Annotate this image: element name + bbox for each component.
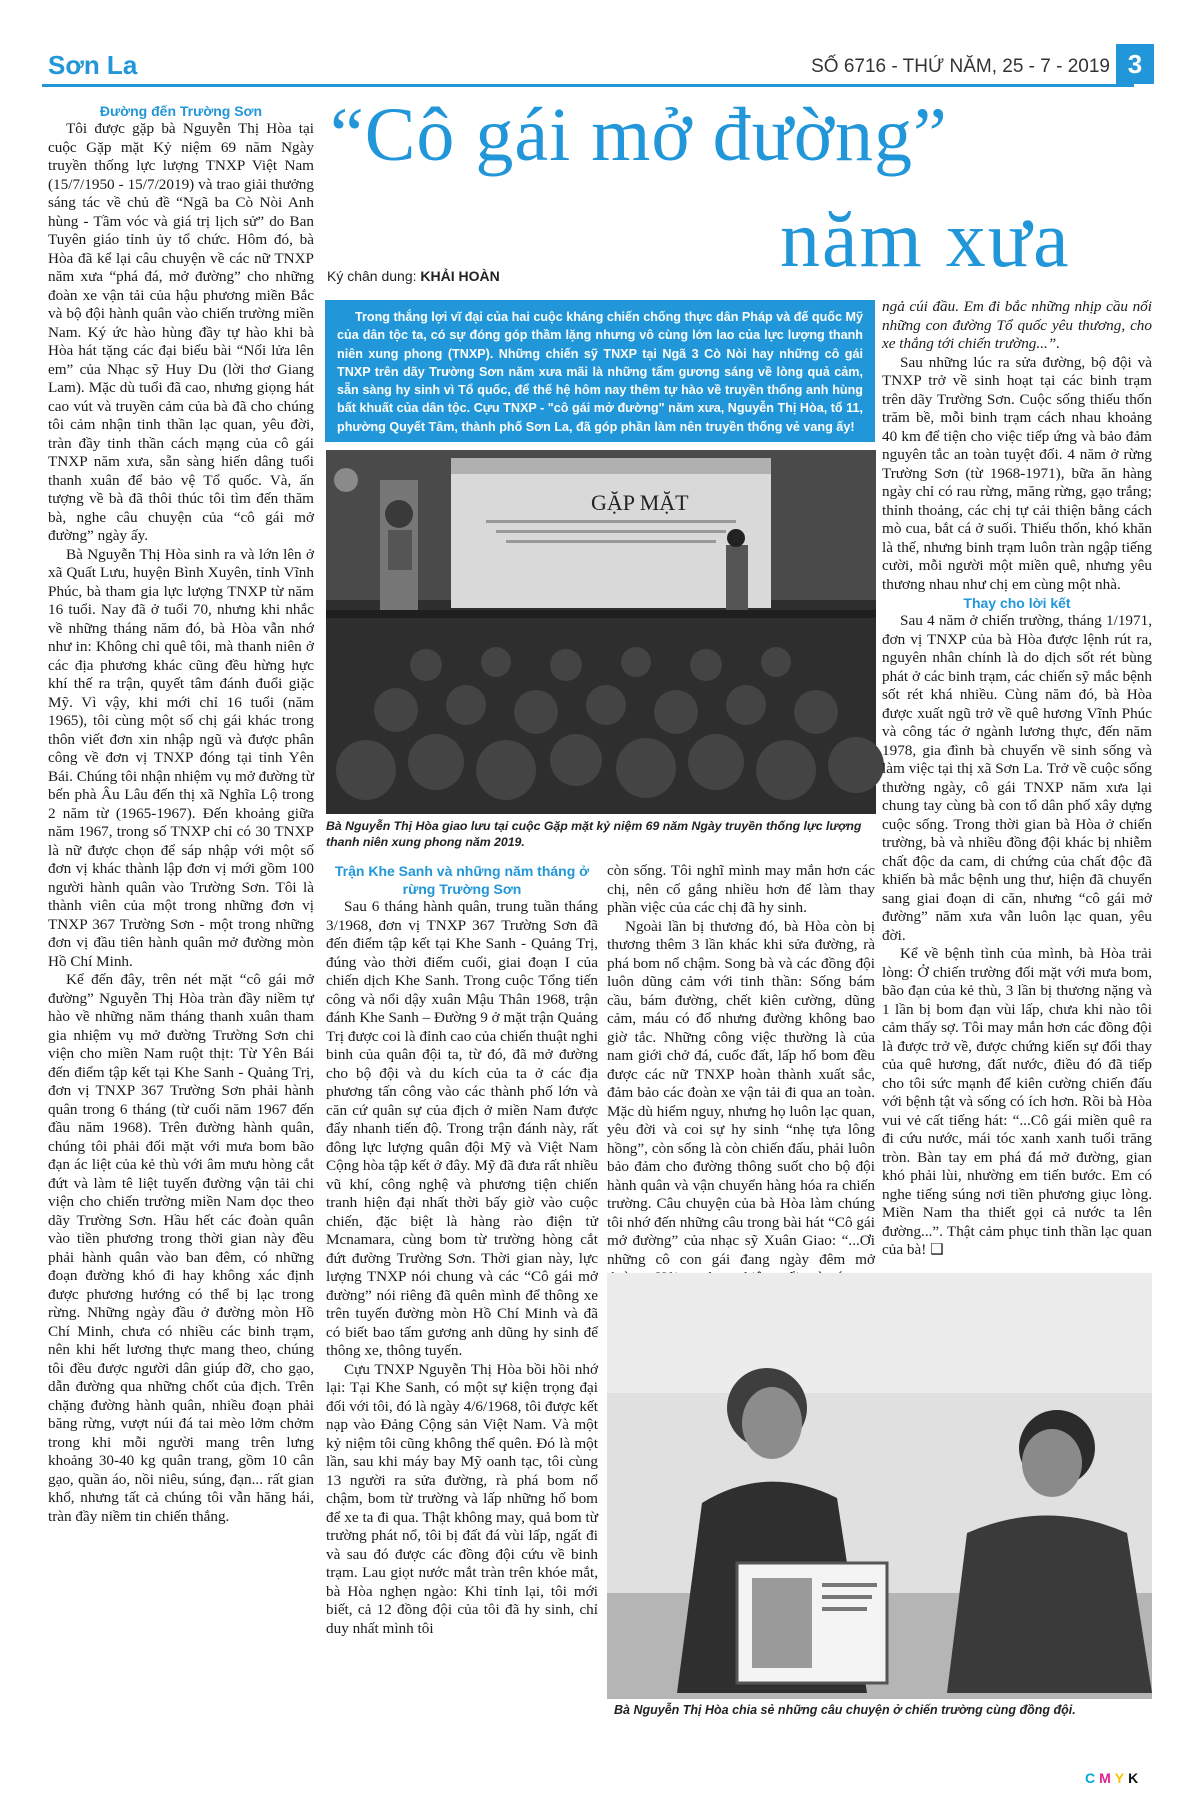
cmyk-y: Y bbox=[1114, 1770, 1129, 1786]
paragraph: Sau 4 năm ở chiến trường, tháng 1/1971, đơn vị TNXP của bà Hòa được lệnh rút ra, nguyên nhân chính là do dịch sốt rét bùng phát ở các binh trạm, các chiến sỹ mắc bệnh sốt rét khá nhiều. Cùng năm đó, bà Hòa được xuất ngũ trở về quê hương Vĩnh Phúc và công tác ở ngành lương thực, đến năm 1978, gia đình bà chuyển về sinh sống và làm việc tại thị xã Sơn La. Trở về cuộc sống thường ngày, cô gái TNXP năm xưa lại chung tay cùng bà con tổ dân phố xây dựng cuộc sống. Trong thời gian bà Hòa ở chiến trường, bà và nhiều đồng đội khác bị nhiễm chất độc da cam, di chứng của chất độc đã khiến bà mắc bệnh ung thư, hiện đã chuyển sang giai đoạn di căn, nhưng “cô gái mở đường” năm xưa vẫn luôn lạc quan, yêu đời. bbox=[882, 612, 1152, 944]
cmyk-mark bbox=[1085, 1770, 1142, 1786]
header-rule bbox=[42, 84, 1134, 87]
paragraph: còn sống. Tôi nghĩ mình may mắn hơn các chị, nên cố gắng nhiều hơn để làm thay phần việc của các chị đã hy sinh. bbox=[607, 862, 875, 916]
banner-title: GẶP MẶT bbox=[591, 490, 689, 515]
photo-caption-2: Bà Nguyễn Thị Hòa chia sẻ những câu chuyện ở chiến trường cùng đồng đội. bbox=[614, 1703, 1076, 1717]
column-1 bbox=[48, 102, 314, 1702]
paragraph: ngả cúi đầu. Em đi bắc những nhịp cầu nối những con đường Tổ quốc yêu thương, cho xe thắng tới chiến trường...”. bbox=[882, 298, 1152, 352]
paragraph: Cựu TNXP Nguyễn Thị Hòa bồi hồi nhớ lại: Tại Khe Sanh, có một sự kiện trọng đại đối với tôi, đó là ngày 4/6/1968, tôi được kết nạp vào Đảng Cộng sản Việt Nam. Và một kỷ niệm tôi cũng không thể quên. Đó là một lần, sau khi máy bay Mỹ oanh tạc, tôi cùng 13 người ra sửa đường, rà phá bom nổ chậm, bom từ trường và lấp những hố bom để xe ta đi qua. Thật không may, quả bom từ trường phát nổ, tôi bị đất đá vùi lấp, ngất đi và sau đó được các đồng đội cứu về binh trạm. Lau giọt nước mắt tràn trên khóe mắt, bà Hòa nghẹn ngào: Khi tỉnh lại, tôi mới biết, cả 12 đồng đội của tôi đã hy sinh, chỉ duy nhất mình tôi bbox=[326, 1360, 598, 1637]
cmyk-m: M bbox=[1099, 1770, 1115, 1786]
event-photo bbox=[326, 450, 876, 814]
subhead-thay-cho-loi-ket: Thay cho lời kết bbox=[963, 595, 1071, 611]
paragraph: Sau những lúc ra sửa đường, bộ đội và TNXP trở về sinh hoạt tại các binh trạm trên dãy Trường Sơn. Cuộc sống thiếu thốn trăm bề, mỗi binh trạm cách nhau khoảng 40 km để tiện cho việc tiếp ứng và bảo đảm nguyên tắc an toàn tuyệt đối. 4 năm ở rừng Trường Sơn (từ 1968-1971), bữa ăn hàng ngày chỉ có rau rừng, măng rừng, gạo trắng; thỉnh thoảng, các chị tự cải thiện bằng cách mò cua, bắt cá ở suối. Thiếu thốn, khó khăn là thế, nhưng binh trạm luôn tràn ngập tiếng cười, mỗi người một miền quê, nhưng yêu thương nhau như chị em cùng một nhà. bbox=[882, 353, 1152, 593]
veterans-photo bbox=[607, 1273, 1152, 1699]
byline-prefix: Ký chân dung: bbox=[327, 268, 417, 284]
cmyk-c: C bbox=[1085, 1770, 1100, 1786]
subhead-duong-den-truong-son: Đường đến Trường Sơn bbox=[99, 103, 263, 119]
subhead-khe-sanh: Trận Khe Sanh và những năm tháng ở rừng Trường Sơn bbox=[334, 863, 590, 897]
page-number: 3 bbox=[1116, 44, 1154, 84]
paragraph: Sau 6 tháng hành quân, trung tuần tháng 3/1968, đơn vị TNXP 367 Trường Sơn đã đến điểm tập kết tại Khe Sanh - Quảng Trị, đúng vào thời điểm cuối, giai đoạn I của chiến dịch Khe Sanh. Trong cuộc Tổng tiến công và nổi dậy xuân Mậu Thân 1968, trận đánh Khe Sanh – Đường 9 ở mặt trận Quảng Trị được coi là đỉnh cao của chiến thuật nghi binh của quân đội ta, từ đó, đã mở đường cho bộ đội và du kích của ta ở các địa phương tấn công vào các thành phố lớn và căn cứ quân sự của địch ở miền Nam được đẩy nhanh tiến độ. Trong trận đánh này, rất đông lực lượng quân đội Mỹ và Việt Nam Cộng hòa tập kết ở đây. Mỹ đã đưa rất nhiều vũ khí, công nghệ và phương tiện chiến tranh hiện đại nhất thời bấy giờ vào cuộc chiến, đặc biệt là hàng rào điện tử Mcnamara, cùng bom từ trường hòng cắt đứt đường Trường Sơn. Thời gian này, lực lượng TNXP nói chung và các “Cô gái mở đường” nói riêng đã quên mình để thông xe trên tuyến đường mòn Hồ Chí Minh và đã có biết bao tấm gương anh dũng hy sinh để thông xe, thông tuyến. bbox=[326, 898, 598, 1359]
photo-caption-1: Bà Nguyễn Thị Hòa giao lưu tại cuộc Gặp mặt kỷ niệm 69 năm Ngày truyền thống lực lượng thanh niên xung phong năm 2019. bbox=[326, 819, 862, 849]
byline bbox=[327, 268, 500, 284]
headline-line-1: “Cô gái mở đường” bbox=[330, 93, 948, 177]
end-mark: ❑ bbox=[930, 1241, 944, 1258]
column-4 bbox=[882, 298, 1152, 1298]
paragraph: Bà Nguyễn Thị Hòa sinh ra và lớn lên ở xã Quất Lưu, huyện Bình Xuyên, tỉnh Vĩnh Phúc, bà tham gia lực lượng TNXP từ năm 16 tuổi. Nay đã ở tuổi 70, nhưng khi nhắc về những tháng năm đó, bà Hòa vẫn nhớ như in: Không chỉ quê tôi, mà thanh niên ở các địa phương khác cũng đều hừng hực khí thế ra trận, quyết tâm đánh đuổi giặc Mỹ. Vì vậy, khi mới chỉ 16 tuổi (năm 1965), tôi cùng một số chị gái khác trong thôn viết đơn xin nhập ngũ và được phân công về đơn vị TNXP đóng tại tỉnh Yên Bái. Chúng tôi nhận nhiệm vụ mở đường từ bến phà Âu Lâu đến thị xã Nghĩa Lộ trong 2 năm từ (1965-1967). Đến khoảng giữa năm 1967, trong số TNXP chỉ có 30 TNXP là nữ được chọn để sáp nhập với một số đơn vị khác thành lập đơn vị mới gồm 100 người hành quân vào Trường Sơn. Tôi là thành viên của một trong những đơn vị TNXP 367 Trường Sơn - một trong những đơn vị đầu tiên hành quân mở đường mòn Hồ Chí Minh. bbox=[48, 545, 314, 970]
paragraph: Kể đến đây, trên nét mặt “cô gái mở đường” Nguyễn Thị Hòa tràn đầy niềm tự hào về những năm tháng thanh xuân tham gia nhiệm vụ mở đường Trường Sơn chi viện cho miền Nam ruột thịt: Từ Yên Bái đến điểm tập kết tại Khe Sanh - Quảng Trị, đơn vị TNXP 367 Trường Sơn phải hành quân trong 6 tháng (từ cuối năm 1967 đến đầu năm 1968). Trên đường hành quân, chúng tôi phải đối mặt với mưa bom bão đạn ác liệt của kẻ thù với âm mưu hòng cắt đứt và làm tê liệt tuyến đường vận tải chi viện cho chiến trường miền Nam dọc theo dãy Trường Sơn. Hầu hết các đoàn quân vào tiền phương trong thời gian này đều phải hành quân vào ban đêm, có những đoạn đường khó đi hay không xác định được phương hướng có thể bị lạc trong rừng. Những ngày đầu ở đường mòn Hồ Chí Minh, chưa có nhiều các binh trạm, nên khi hết lương thực mang theo, chúng tôi đều được người dân giúp đỡ, cho gạo, dẫn đường qua những chốt của địch. Trên chặng đường hành quân, nhiều đoạn phải băng rừng, vượt núi đá tai mèo lởm chởm trong khi mỗi người mang trên lưng khoảng 30-40 kg quân trang, gồm 10 cân gạo, quần áo, nồi niêu, súng, đạn... rất gian khổ, nhưng tất cả chúng tôi vẫn hăng hái, tràn đầy niềm tin chiến thắng. bbox=[48, 971, 314, 1525]
intro-box: Trong thắng lợi vĩ đại của hai cuộc kháng chiến chống thực dân Pháp và đế quốc Mỹ của dân tộc ta, có sự đóng góp thầm lặng nhưng vô cùng lớn lao của lực lượng thanh niên xung phong (TNXP). Những chiến sỹ TNXP tại Ngã 3 Cò Nòi hay những cô gái TNXP trên dãy Trường Sơn năm xưa mãi là những tấm gương sáng về lòng quả cảm, sẵn sàng hy sinh vì Tổ quốc, để thế hệ hôm nay thêm tự hào về truyền thống anh hùng bất khuất của dân tộc. Cựu TNXP - "cô gái mở đường" năm xưa, Nguyễn Thị Hòa, tổ 11, phường Quyết Tâm, thành phố Sơn La, đã góp phần làm nên truyền thống vẻ vang ấy! bbox=[325, 300, 875, 442]
paragraph: Tôi được gặp bà Nguyễn Thị Hòa tại cuộc Gặp mặt Kỷ niệm 69 năm Ngày truyền thống lực lượng TNXP Việt Nam (15/7/1950 - 15/7/2019) và trao giải thưởng sáng tác về chủ đề “Ngã ba Cò Nòi Anh hùng - Tầm vóc và giá trị lịch sử” do Ban Tuyên giáo tỉnh ủy tổ chức. Hôm đó, bà Hòa đã kể lại câu chuyện về các nữ TNXP năm xưa “phá đá, mở đường” cho những đoàn xe vận tải của hậu phương miền Bắc và bộ đội hành quân vào chiến trường miền Nam. Ký ức hào hùng đầy tự hào khi bà Hòa hát tặng các đại biểu bài “Nối lửa lên em” của Nhạc sỹ Huy Du (lời thơ Giang Lam). Mặc dù tuổi đã cao, nhưng giọng hát cao vút và truyền cảm của bà đã cho chúng tôi cảm nhận tinh thần lạc quan, yêu đời, tràn đầy tinh thần cách mạng của cô gái TNXP năm xưa, sẵn sàng hiến dâng tuổi thanh xuân để bảo vệ Tổ quốc. Và, ấn tượng về bà đã thôi thúc tôi tìm đến thăm bà, nghe câu chuyện của “cô gái mở đường” ngày ấy. bbox=[48, 120, 314, 544]
issue-info: SỐ 6716 - THỨ NĂM, 25 - 7 - 2019 bbox=[811, 56, 1110, 77]
veterans-photo-illustration bbox=[607, 1273, 1152, 1699]
column-2 bbox=[326, 862, 598, 1712]
paragraph bbox=[882, 945, 1152, 1260]
headline-line-2: năm xưa bbox=[780, 196, 1071, 284]
event-photo-illustration bbox=[326, 450, 876, 814]
paragraph: Ngoài lần bị thương đó, bà Hòa còn bị thương thêm 3 lần khác khi sửa đường, rà phá bom nổ chậm. Song bà và các đồng đội luôn dũng cảm với tinh thần: Sống bám cầu, bám đường, chết kiên cường, dũng cảm, máu có đổ nhưng đường không bao giờ tắc. Những công việc thường là của nam giới chở đá, cuốc đất, lấp hố bom đều được các nữ TNXP hoàn thành xuất sắc, đảm bảo các đoàn xe vận tải đi qua an toàn. Mặc dù hiểm nguy, nhưng họ luôn lạc quan, yêu đời và coi sự hy sinh “nhẹ tựa lông hồng”, còn sống là còn chiến đấu, phải luôn bảo đảm cho đường thông suốt cho bộ đội hành quân và vận chuyển hàng hóa ra chiến trường. Câu chuyện của bà Hòa làm chúng tôi nhớ đến những câu trong bài hát “Cô gái mở đường” của nhạc sỹ Xuân Giao: “...Ơi những cô con gái đang ngày đêm mở bbox=[607, 917, 875, 1268]
byline-author: KHẢI HOÀN bbox=[420, 268, 500, 284]
section-label: Sơn La bbox=[48, 50, 138, 80]
paragraph-text: Kể về bệnh tình của mình, bà Hòa trải lòng: Ở chiến trường đối mặt với mưa bom, bão đạn của kẻ thù, 3 lần bị thương nặng và 1 lần bị bom đạn vùi lấp, chưa khi nào tôi cảm thấy sợ. Tôi may mắn hơn các đồng đội là được trở về, được chứng kiến sự đổi thay của quê hương, đất nước, điều đó đã tiếp cho tôi sức mạnh để kiên cường chiến đấu với bệnh tật và sống có ích hơn. Rồi bà Hòa vui vẻ cất tiếng hát: “...Cô gái miền quê ra đi cứu nước, mái tóc xanh xanh tuổi trăng tròn. Bàn tay em phá đá mở đường, gian khó phải lùi, nhường em tiến bước. Em có nghe tiếng súng nơi tiền phương giục lòng. Miền Nam tha thiết gọi cả nước ta lên đường...”. Thật cảm phục tinh thần lạc quan của bà! bbox=[882, 945, 1152, 1258]
column-3 bbox=[607, 862, 875, 1270]
cmyk-k: K bbox=[1128, 1770, 1143, 1786]
